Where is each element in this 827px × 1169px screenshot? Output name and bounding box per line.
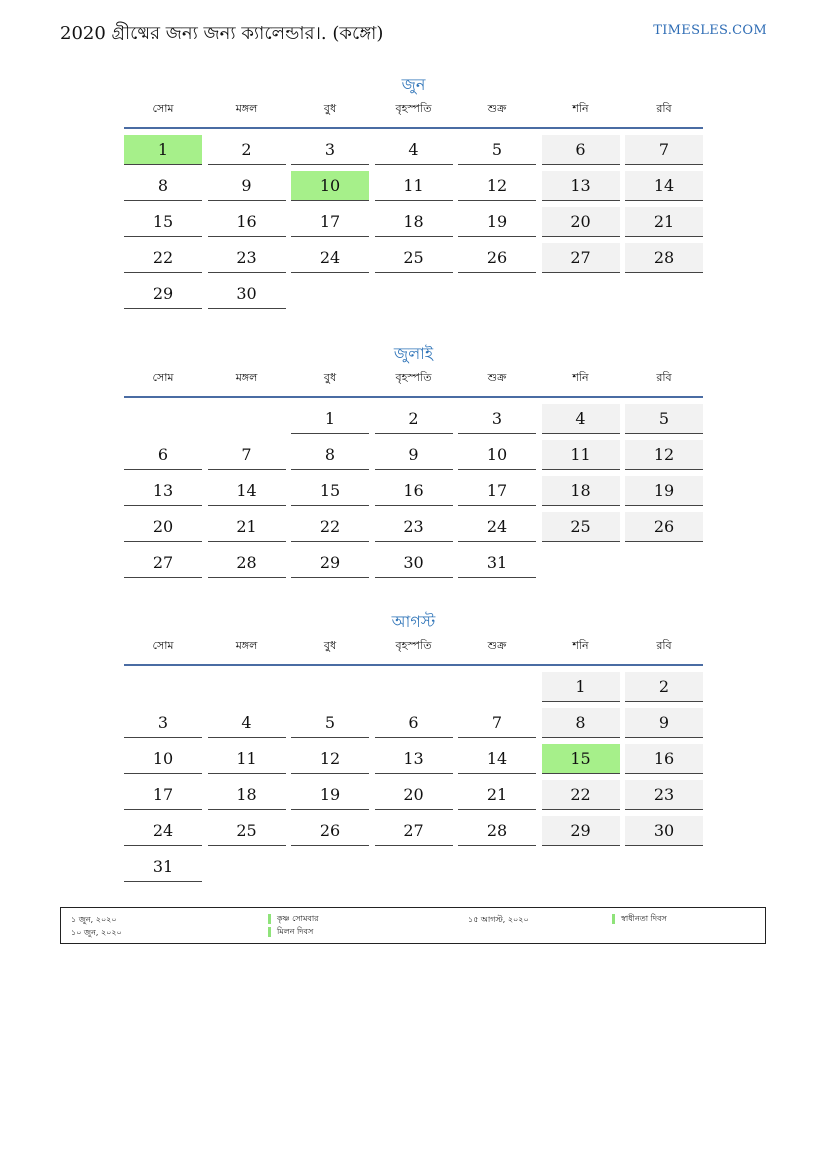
weekday-label: শুক্র	[487, 639, 507, 652]
weekday-label: সোম	[152, 639, 174, 652]
day-cell: 28	[625, 243, 703, 273]
day-cell: 25	[208, 816, 286, 846]
month-title: জুন	[401, 75, 426, 94]
day-cell: 8	[542, 708, 620, 738]
weekday-label: বুধ	[323, 102, 337, 115]
day-cell: 14	[625, 171, 703, 201]
page-title: 2020 গ্রীষ্মের জন্য জন্য ক্যালেন্ডার।. (কঙ্গো)	[60, 23, 384, 44]
day-cell: 26	[625, 512, 703, 542]
day-cell: 25	[542, 512, 620, 542]
day-cell: 17	[458, 476, 536, 506]
legend-date: ১০ জুন, ২০২০	[71, 928, 122, 937]
weekday-label: রবি	[656, 102, 672, 115]
holiday-day-cell: 1	[124, 135, 202, 165]
day-cell: 25	[375, 243, 453, 273]
day-cell: 23	[625, 780, 703, 810]
day-cell: 11	[375, 171, 453, 201]
day-cell: 24	[458, 512, 536, 542]
weekday-label: বৃহস্পতি	[395, 371, 432, 384]
day-cell: 28	[458, 816, 536, 846]
day-cell: 29	[124, 279, 202, 309]
day-cell: 29	[542, 816, 620, 846]
header-rule	[124, 127, 703, 129]
legend-date: ১ জুন, ২০২০	[71, 915, 117, 924]
day-cell: 14	[208, 476, 286, 506]
day-cell: 27	[375, 816, 453, 846]
day-cell: 27	[124, 548, 202, 578]
day-cell: 5	[291, 708, 369, 738]
day-cell: 4	[208, 708, 286, 738]
day-cell: 7	[208, 440, 286, 470]
day-cell: 22	[124, 243, 202, 273]
day-cell: 5	[625, 404, 703, 434]
weekday-label: বৃহস্পতি	[395, 639, 432, 652]
weekday-label: বুধ	[323, 371, 337, 384]
day-cell: 20	[124, 512, 202, 542]
day-cell: 26	[291, 816, 369, 846]
day-cell: 23	[208, 243, 286, 273]
day-cell: 2	[625, 672, 703, 702]
legend-holiday-name: স্বাধীনতা দিবস	[612, 914, 667, 924]
day-cell: 12	[291, 744, 369, 774]
day-cell: 3	[458, 404, 536, 434]
weekday-header	[124, 637, 703, 661]
day-cell: 30	[375, 548, 453, 578]
day-cell: 15	[291, 476, 369, 506]
day-cell: 4	[375, 135, 453, 165]
weekday-label: সোম	[152, 102, 174, 115]
day-cell: 13	[542, 171, 620, 201]
day-cell: 8	[124, 171, 202, 201]
day-cell: 18	[208, 780, 286, 810]
month-title: জুলাই	[393, 344, 434, 363]
day-cell: 22	[291, 512, 369, 542]
day-cell: 4	[542, 404, 620, 434]
day-cell: 28	[208, 548, 286, 578]
weekday-label: শুক্র	[487, 371, 507, 384]
weekday-label: সোম	[152, 371, 174, 384]
day-cell: 5	[458, 135, 536, 165]
site-name[interactable]: TIMESLES.COM	[653, 23, 767, 38]
day-cell: 21	[458, 780, 536, 810]
weekday-label: শনি	[572, 371, 589, 384]
day-cell: 24	[124, 816, 202, 846]
legend-date: ১৫ আগস্ট, ২০২০	[468, 915, 529, 924]
day-cell: 3	[291, 135, 369, 165]
day-cell: 23	[375, 512, 453, 542]
day-cell: 1	[291, 404, 369, 434]
day-cell: 20	[542, 207, 620, 237]
month-title: আগস্ট	[391, 612, 436, 631]
day-cell: 19	[625, 476, 703, 506]
day-cell: 18	[375, 207, 453, 237]
holiday-legend	[60, 907, 766, 944]
weekday-label: শুক্র	[487, 102, 507, 115]
legend-holiday-name: মিলন দিবস	[268, 927, 313, 937]
day-cell: 9	[375, 440, 453, 470]
day-cell: 8	[291, 440, 369, 470]
day-cell: 10	[124, 744, 202, 774]
weekday-header	[124, 100, 703, 124]
day-cell: 18	[542, 476, 620, 506]
holiday-day-cell: 10	[291, 171, 369, 201]
weekday-label: রবি	[656, 371, 672, 384]
day-cell: 30	[625, 816, 703, 846]
day-cell: 14	[458, 744, 536, 774]
weekday-label: রবি	[656, 639, 672, 652]
day-cell: 11	[208, 744, 286, 774]
header-rule	[124, 664, 703, 666]
day-cell: 6	[542, 135, 620, 165]
day-cell: 16	[375, 476, 453, 506]
day-cell: 9	[625, 708, 703, 738]
day-cell: 30	[208, 279, 286, 309]
day-cell: 7	[458, 708, 536, 738]
weekday-label: মঙ্গল	[235, 371, 258, 384]
weekday-header	[124, 369, 703, 393]
day-cell: 20	[375, 780, 453, 810]
day-cell: 16	[208, 207, 286, 237]
day-cell: 19	[291, 780, 369, 810]
day-cell: 6	[124, 440, 202, 470]
day-cell: 2	[208, 135, 286, 165]
day-cell: 12	[625, 440, 703, 470]
weekday-label: শনি	[572, 102, 589, 115]
day-cell: 3	[124, 708, 202, 738]
day-cell: 19	[458, 207, 536, 237]
day-cell: 11	[542, 440, 620, 470]
legend-holiday-name: কৃষ্ণ সোমবার	[268, 914, 319, 924]
weekday-label: বৃহস্পতি	[395, 102, 432, 115]
day-cell: 6	[375, 708, 453, 738]
day-cell: 7	[625, 135, 703, 165]
day-cell: 16	[625, 744, 703, 774]
day-cell: 13	[375, 744, 453, 774]
day-cell: 9	[208, 171, 286, 201]
weekday-label: মঙ্গল	[235, 102, 258, 115]
day-cell: 2	[375, 404, 453, 434]
day-cell: 31	[458, 548, 536, 578]
day-cell: 21	[625, 207, 703, 237]
day-cell: 22	[542, 780, 620, 810]
day-cell: 27	[542, 243, 620, 273]
day-cell: 21	[208, 512, 286, 542]
weekday-label: শনি	[572, 639, 589, 652]
day-cell: 17	[291, 207, 369, 237]
day-cell: 29	[291, 548, 369, 578]
day-cell: 1	[542, 672, 620, 702]
day-cell: 13	[124, 476, 202, 506]
weekday-label: মঙ্গল	[235, 639, 258, 652]
day-cell: 12	[458, 171, 536, 201]
day-cell: 26	[458, 243, 536, 273]
day-cell: 31	[124, 852, 202, 882]
day-cell: 17	[124, 780, 202, 810]
header-rule	[124, 396, 703, 398]
day-cell: 24	[291, 243, 369, 273]
weekday-label: বুধ	[323, 639, 337, 652]
day-cell: 15	[124, 207, 202, 237]
holiday-day-cell: 15	[542, 744, 620, 774]
day-cell: 10	[458, 440, 536, 470]
